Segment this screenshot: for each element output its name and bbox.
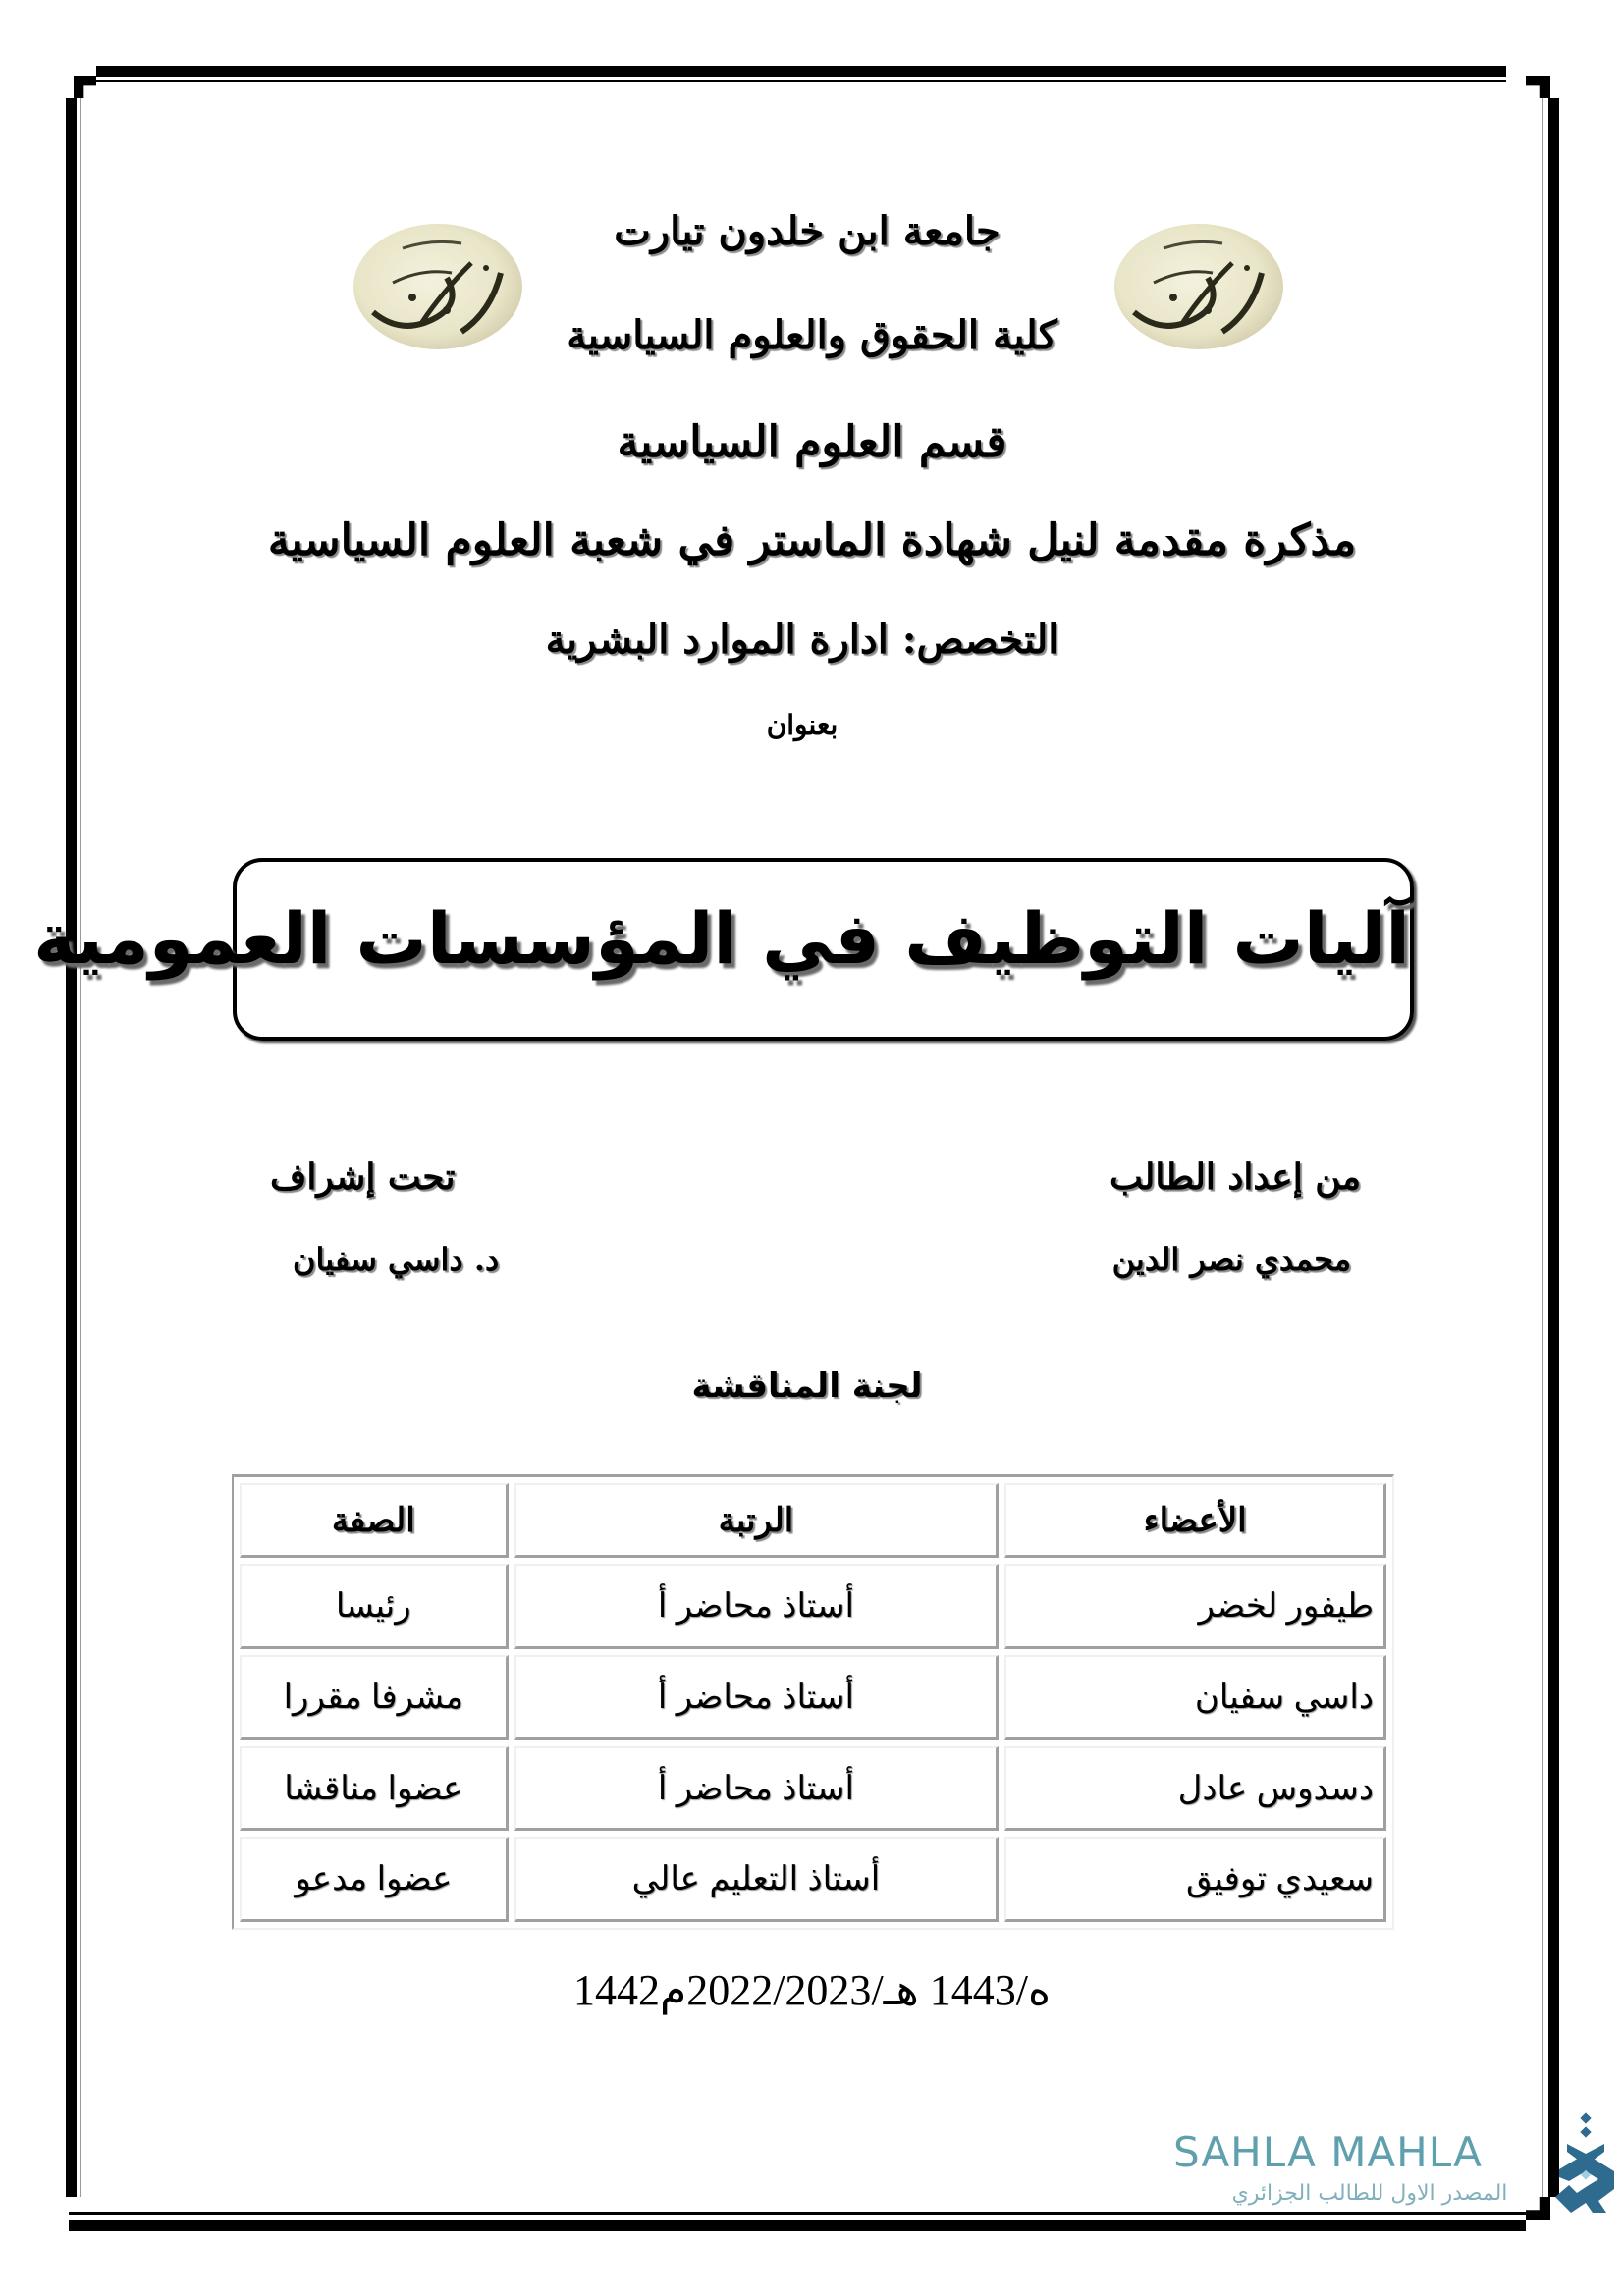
table-row <box>240 1746 1386 1832</box>
frame-bottom-thick <box>69 2220 1526 2231</box>
titled-label: بعنوان <box>766 709 839 741</box>
faculty-name: كلية الحقوق والعلوم السياسية <box>567 312 1057 358</box>
frame-right-thick <box>1548 98 1559 2197</box>
frame-left-thick <box>66 98 77 2197</box>
column-header-role: الصفة <box>240 1483 509 1558</box>
member-rank: أستاذ محاضر أ <box>514 1564 1000 1649</box>
member-name: طيفور لخضر <box>1004 1564 1386 1649</box>
member-rank: أستاذ التعليم عالي <box>514 1837 1000 1922</box>
frame-top-thin <box>96 80 1506 82</box>
thesis-statement: مذكرة مقدمة لنيل شهادة الماستر في شعبة العلوم السياسية <box>267 515 1357 565</box>
table-row <box>240 1837 1386 1922</box>
frame-bottom-thin <box>69 2212 1526 2215</box>
member-name: سعيدي توفيق <box>1004 1837 1386 1922</box>
department-name: قسم العلوم السياسية <box>617 417 1007 467</box>
frame-top-thick <box>96 66 1506 77</box>
table-row <box>240 1564 1386 1649</box>
academic-year: 1442ه/1443 هـ/2022/2023م <box>572 1966 1052 2014</box>
supervised-by-label: تحت إشراف <box>270 1156 456 1198</box>
specialization: التخصص: ادارة الموارد البشرية <box>545 616 1059 663</box>
jury-heading: لجنة المناقشة <box>691 1366 923 1406</box>
member-role: عضوا مدعو <box>240 1837 509 1922</box>
member-role: عضوا مناقشا <box>240 1746 509 1832</box>
thesis-title: آليات التوظيف في المؤسسات العمومية <box>33 897 1410 980</box>
member-name: داسي سفيان <box>1004 1655 1386 1740</box>
member-rank: أستاذ محاضر أ <box>514 1746 1000 1832</box>
member-role: رئيسا <box>240 1564 509 1649</box>
frame-left-corner <box>74 76 96 98</box>
table-header-row <box>240 1483 1386 1558</box>
watermark-subtitle: المصدر الاول للطالب الجزائري <box>1231 2181 1508 2206</box>
sahla-mahla-logo-icon <box>1549 2110 1624 2218</box>
supervisor-name: د. داسي سفيان <box>293 1241 500 1278</box>
frame-right-corner <box>1526 76 1550 98</box>
thesis-title-box <box>33 858 1414 1041</box>
member-role: مشرفا مقررا <box>240 1655 509 1740</box>
watermark-title: SAHLA MAHLA <box>1173 2128 1483 2176</box>
member-name: دسدوس عادل <box>1004 1746 1386 1832</box>
jury-table <box>232 1474 1394 1930</box>
column-header-rank: الرتبة <box>514 1483 1000 1558</box>
university-name: جامعة ابن خلدون تيارت <box>614 208 1001 254</box>
member-rank: أستاذ محاضر أ <box>514 1655 1000 1740</box>
prepared-by-label: من إعداد الطالب <box>1110 1156 1361 1198</box>
table-row <box>240 1655 1386 1740</box>
frame-right-thin <box>1542 98 1543 2209</box>
student-name: محمدي نصر الدين <box>1111 1241 1351 1278</box>
column-header-members: الأعضاء <box>1004 1483 1386 1558</box>
frame-left-thin <box>80 98 81 2197</box>
